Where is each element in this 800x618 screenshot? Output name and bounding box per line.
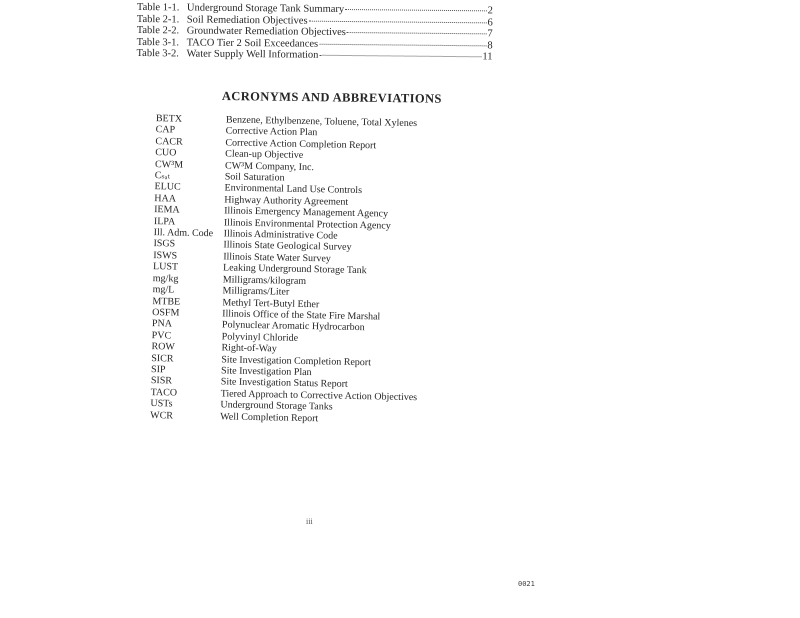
acronym-term: OSFM [152, 306, 180, 319]
acronym-term: ROW [151, 341, 175, 353]
acronym-definition: Polynuclear Aromatic Hydrocarbon [221, 319, 365, 334]
acronym-term: mg/L [152, 284, 175, 296]
acronym-term: CW³M [154, 158, 184, 171]
table-title: Water Supply Well Information [186, 48, 319, 62]
list-of-tables [136, 2, 493, 63]
acronym-term: CUO [155, 147, 177, 159]
acronym-term: CACR [155, 135, 183, 148]
acronym-term: CAP [155, 124, 176, 136]
acronym-definition: Methyl Tert-Butyl Ether [222, 296, 320, 310]
table-number: Table 3-2. [136, 48, 179, 60]
acronym-list [144, 113, 450, 427]
table-number: Table 1-1. [136, 2, 180, 14]
acronym-definition: Milligrams/kilogram [222, 274, 307, 287]
acronym-definition: Corrective Action Plan [225, 125, 318, 139]
table-page: 11 [482, 51, 493, 63]
acronym-term: ILPA [153, 215, 176, 228]
acronym-definition: Illinois Emergency Management Agency [224, 205, 389, 220]
table-page: 6 [487, 16, 493, 29]
acronym-definition: Site Investigation Completion Report [221, 353, 372, 368]
acronym-term: ELUC [154, 181, 181, 194]
acronym-term: MTBE [152, 295, 181, 308]
table-title: Groundwater Remediation Objectives [186, 25, 346, 39]
page-number: iii [306, 517, 313, 526]
dot-leader [347, 32, 487, 34]
acronym-definition: Environmental Land Use Controls [224, 182, 363, 197]
acronym-definition: Illinois State Water Survey [223, 251, 331, 265]
table-page: 2 [487, 5, 493, 17]
acronym-definition: Tiered Approach to Corrective Action Objectives [220, 388, 418, 403]
document-stamp: 0021 [518, 580, 535, 588]
acronym-definition: Highway Authority Agreement [224, 194, 349, 208]
acronym-definition: Right-of-Way [221, 342, 277, 355]
acronym-term: Cₛₐₜ [154, 170, 171, 182]
acronym-term: mg/kg [152, 272, 179, 285]
acronym-term: ISWS [153, 249, 178, 262]
table-title: Underground Storage Tank Summary [186, 2, 345, 15]
acronym-definition: Clean-up Objective [225, 148, 304, 162]
table-page: 8 [487, 40, 493, 52]
acronym-definition: CW³M Company, Inc. [224, 160, 315, 173]
acronym-definition: Corrective Action Completion Report [225, 137, 377, 152]
acronym-term: PVC [151, 329, 172, 342]
acronym-term: LUST [152, 261, 179, 273]
acronym-definition: Milligrams/Liter [222, 285, 290, 298]
acronym-definition: Illinois Administrative Code [223, 228, 338, 242]
acronym-term: TACO [150, 386, 178, 399]
table-number: Table 3-1. [136, 36, 180, 49]
table-page: 7 [487, 28, 493, 40]
acronym-definition: Benzene, Ethylbenzene, Toluene, Total Xylenes [225, 114, 418, 130]
acronym-definition: Leaking Underground Storage Tank [222, 262, 367, 277]
acronym-term: HAA [154, 192, 177, 205]
dot-leader [319, 55, 481, 58]
acronym-term: ISGS [153, 238, 176, 250]
acronym-term: Ill. Adm. Code [153, 227, 214, 240]
acronym-definition: Illinois Office of the State Fire Marshal [222, 308, 381, 323]
table-title: Soil Remediation Objectives [186, 14, 308, 27]
acronym-definition: Illinois Environmental Protection Agency [223, 217, 391, 232]
table-title: TACO Tier 2 Soil Exceedances [186, 37, 319, 50]
acronym-term: PNA [151, 318, 173, 330]
acronym-definition: Well Completion Report [220, 410, 319, 424]
acronym-definition: Site Investigation Plan [220, 365, 312, 379]
table-number: Table 2-1. [136, 13, 180, 25]
acronym-term: IEMA [154, 204, 180, 216]
acronym-definition: Soil Saturation [224, 171, 285, 184]
acronym-term: BETX [155, 113, 183, 125]
table-number: Table 2-2. [136, 25, 180, 37]
acronym-definition: Underground Storage Tanks [220, 399, 333, 413]
acronym-term: WCR [150, 409, 174, 422]
acronym-term: SIP [150, 364, 166, 376]
acronym-term: USTs [150, 398, 173, 410]
acronym-term: SICR [151, 352, 174, 365]
toc-row [136, 48, 492, 63]
dot-leader [345, 9, 487, 11]
dot-leader [319, 44, 486, 47]
acronym-definition: Illinois State Geological Survey [223, 239, 352, 254]
dot-leader [309, 20, 487, 23]
acronym-definition: Polyvinyl Chloride [221, 331, 299, 344]
section-heading: ACRONYMS AND ABBREVIATIONS [221, 89, 442, 106]
acronym-definition: Site Investigation Status Report [220, 376, 348, 391]
acronym-term: SISR [150, 375, 173, 387]
